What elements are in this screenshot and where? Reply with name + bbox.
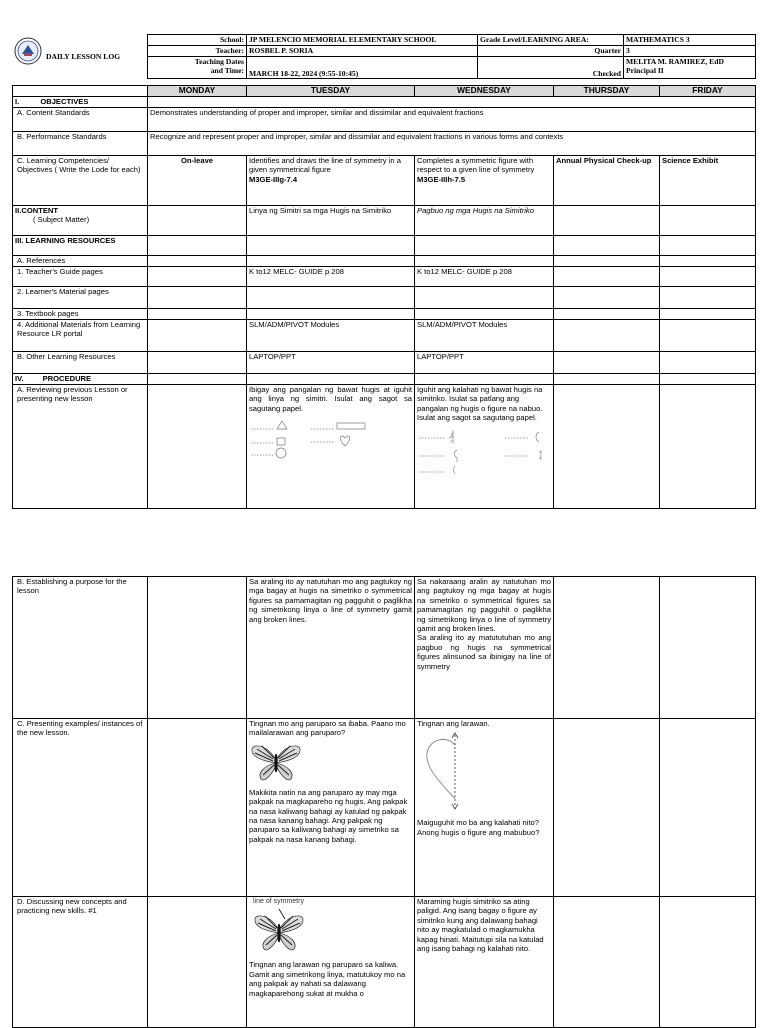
school-value: JP MELENCIO MEMORIAL ELEMENTARY SCHOOL — [247, 35, 478, 46]
tuesday-competency: Identifies and draws the line of symmetry in a given symmetrical figure M3GE-IIIg-7.4 — [247, 156, 415, 206]
additional-materials-label: 4. Additional Materials from Learning Resource LR portal — [13, 320, 148, 352]
dates-label: Teaching Dates and Time: — [148, 57, 247, 79]
objectives-title: I. OBJECTIVES — [13, 97, 148, 108]
thursday-competency: Annual Physical Check-up — [554, 156, 660, 206]
wednesday-code: M3GE-IIIh-7.5 — [417, 174, 466, 184]
grade-label: Grade Level/LEARNING AREA: — [478, 35, 624, 46]
tuesday-purpose: Sa araling ito ay natutuhan mo ang pagtukoy ng mga bagay at hugis na simetriko o symmetrical figures sa pamamagitan ng pagguhit o paglikha ng simetrikong linya o line of symmetry gamit ang broken lines. — [247, 577, 415, 719]
line-of-symmetry-caption: line of symmetry — [253, 898, 304, 905]
day-tuesday: TUESDAY — [247, 86, 415, 97]
resources-title: III. LEARNING RESOURCES — [13, 236, 148, 256]
teacher-value: ROSBEL P. SORIA — [247, 46, 478, 57]
wednesday-purpose: Sa nakaraang aralin ay natutuhan mo ang pagtukoy ng mga bagay at hugis na simetriko o symmetrical figures sa pamamagitan ng pagguhit o paglikha ng simetrikong linya o line of symmetry gamit ang broken lines. Sa araling ito ay matututuhan mo ang pagbuo ng hugis na symmetrical figures alinsunod sa ibinigay na line of symmetry — [415, 577, 554, 719]
content-standards-text: Demonstrates understanding of proper and improper, similar and dissimilar and equivalent fractions — [148, 108, 756, 132]
tuesday-additional: SLM/ADM/PIVOT Modules — [247, 320, 415, 352]
wednesday-discussion: Maraming hugis simitriko sa ating paligid. Ang isang bagay o figure ay simitriko kung ang dalawang bahagi nito ay magkatulad o magkamukha kapag hinati. Maitutupi sila na katulad ang isang bahagi ng kalahati nito. — [415, 897, 554, 1028]
reviewing-lesson-label: A. Reviewing previous Lesson or presenting new lesson — [13, 385, 148, 509]
header-table — [147, 34, 756, 79]
quarter-value: 3 — [624, 46, 756, 57]
performance-standards-label: B. Performance Standards — [13, 132, 148, 156]
tuesday-content: Linya ng Simitri sa mga Hugis na Simitriko — [247, 206, 415, 236]
friday-competency: Science Exhibit — [660, 156, 756, 206]
tuesday-other: LAPTOP/PPT — [247, 352, 415, 374]
tuesday-discussion: line of symmetry Tingnan ang larawan ng paruparo sa kaliwa. Gamit ang simetrikong linya, matutukoy mo na ang pakpak ay nahati sa dalawang magkaparehong sukat at mukha o — [247, 897, 415, 1028]
references-label: A. References — [13, 256, 148, 267]
performance-standards-text: Recognize and represent proper and improper, similar and dissimilar and equivalent fractions in various forms and contexts — [148, 132, 756, 156]
discussing-concepts-label: D. Discussing new concepts and practicing new skills. #1 — [13, 897, 148, 1028]
content-standards-label: A. Content Standards — [13, 108, 148, 132]
procedure-title: IV. PROCEDURE — [13, 374, 148, 385]
log-title: DAILY LESSON LOG — [46, 52, 121, 61]
teachers-guide-label: 1. Teacher's Guide pages — [13, 267, 148, 287]
wednesday-content: Pagbuo ng mga Hugis na Simitriko — [415, 206, 554, 236]
wednesday-review: Iguhit ang kalahati ng bawat hugis na simitriko. Isulat sa patlang ang pangalan ng hugis o figure na nabuo. Isulat ang sagot sa sagutang papel. — [415, 385, 554, 509]
wednesday-examples: Tingnan ang larawan. Maiguguhit mo ba ang kalahati nito? Anong hugis o figure ang mabubuo? — [415, 719, 554, 897]
tuesday-code: M3GE-IIIg-7.4 — [249, 174, 298, 184]
presenting-examples-label: C. Presenting examples/ instances of the new lesson. — [13, 719, 148, 897]
header-logo — [14, 37, 42, 65]
monday-competency: On-leave — [148, 156, 247, 206]
content-title: II.CONTENT ( Subject Matter) — [13, 206, 148, 236]
wednesday-competency: Completes a symmetric figure with respect to a given line of symmetry M3GE-IIIh-7.5 — [415, 156, 554, 206]
teacher-label: Teacher: — [148, 46, 247, 57]
wednesday-other: LAPTOP/PPT — [415, 352, 554, 374]
tuesday-examples: Tingnan mo ang paruparo sa ibaba. Paano mo mailalarawan ang paruparo? Makikita natin na ang paruparo ay may mga pakpak na magkapareho ng hugis. Ang pakpak na nasa kaliwang bahagi ay katulad ng pakpak na nasa kanang bahagi. Ang pakpak ng paruparo sa kaliwang bahagi ay simetriko sa pakpak na nasa kanang bahagi. — [247, 719, 415, 897]
day-monday: MONDAY — [148, 86, 247, 97]
dates-value: MARCH 18-22, 2024 (9:55-10:45) — [247, 57, 478, 79]
day-wednesday: WEDNESDAY — [415, 86, 554, 97]
day-friday: FRIDAY — [660, 86, 756, 97]
lesson-table-page2 — [12, 576, 756, 1028]
checked-label: Checked — [478, 57, 624, 79]
butterfly-symmetry-icon — [249, 909, 309, 957]
lesson-table-page1 — [12, 85, 756, 509]
principal-info: MELITA M. RAMIREZ, EdD Principal II — [624, 57, 756, 79]
quarter-label: Quarter — [478, 46, 624, 57]
other-resources-label: B. Other Learning Resources — [13, 352, 148, 374]
day-thursday: THURSDAY — [554, 86, 660, 97]
establishing-purpose-label: B. Establishing a purpose for the lesson — [13, 577, 148, 719]
competencies-label: C. Learning Competencies/ Objectives ( Write the Lode for each) — [13, 156, 148, 206]
school-label: School: — [148, 35, 247, 46]
tuesday-teachers-guide: K to12 MELC- GUIDE p 208 — [247, 267, 415, 287]
wednesday-teachers-guide: K to12 MELC- GUIDE p 208 — [415, 267, 554, 287]
deped-seal-icon — [14, 37, 42, 65]
wednesday-additional: SLM/ADM/PIVOT Modules — [415, 320, 554, 352]
learners-material-label: 2. Learner's Material pages — [13, 287, 148, 309]
grade-value: MATHEMATICS 3 — [624, 35, 756, 46]
half-heart-icon — [417, 731, 477, 815]
textbook-label: 3. Textbook pages — [13, 309, 148, 320]
tuesday-review: Ibigay ang pangalan ng bawat hugis at iguhit ang linya ng simitri. Isulat ang sagot sa sagutang papel. — [247, 385, 415, 509]
half-shapes-exercise-icon — [417, 426, 551, 476]
shapes-exercise-icon — [249, 416, 379, 460]
butterfly-icon — [249, 741, 303, 785]
